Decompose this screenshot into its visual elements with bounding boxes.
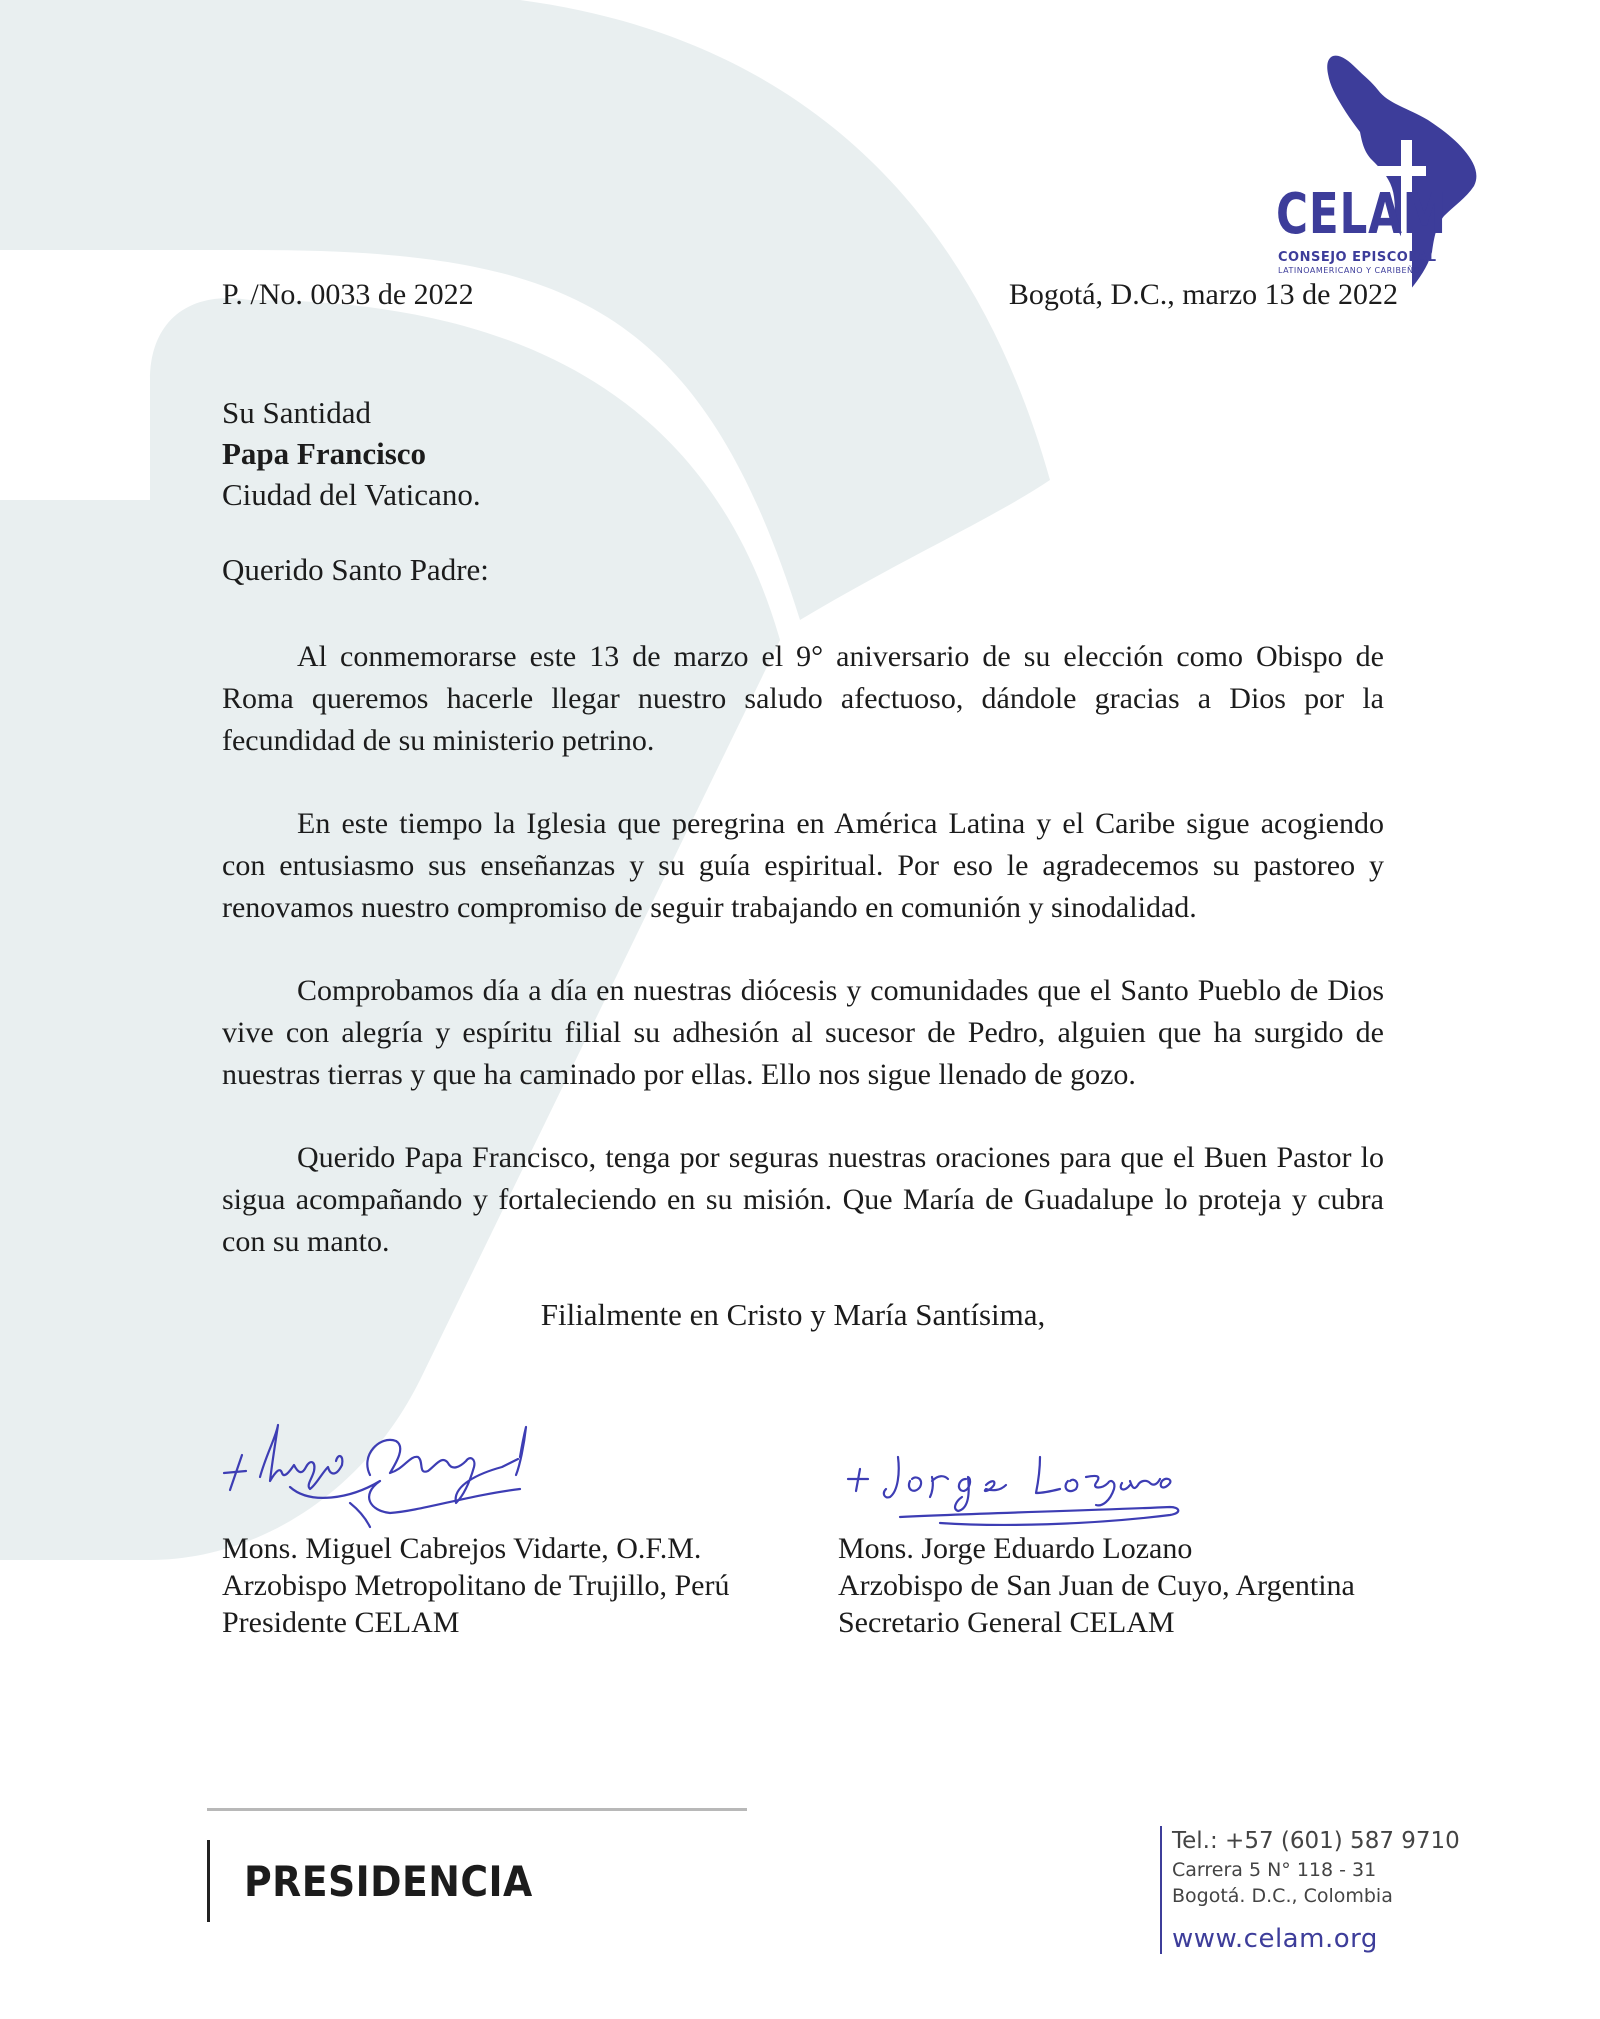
footer-divider [207, 1808, 747, 1811]
logo-wordmark: CELAM [1276, 182, 1447, 247]
reference-number: P. /No. 0033 de 2022 [222, 278, 474, 311]
department-name: PRESIDENCIA [244, 1857, 533, 1906]
signatory-role: Arzobispo de San Juan de Cuyo, Argentina [838, 1569, 1355, 1602]
footer-accent-bar [207, 1840, 210, 1922]
signatory-block-2 [838, 1530, 1355, 1641]
contact-divider [1160, 1826, 1162, 1954]
contact-phone: Tel.: +57 (601) 587 9710 [1172, 1828, 1460, 1854]
recipient-block [222, 392, 481, 515]
closing-line: Filialmente en Cristo y María Santísima, [540, 1297, 1046, 1332]
celam-logo [1268, 52, 1528, 302]
signature-miguel-cabrejos [220, 1415, 600, 1545]
body-paragraph: Al conmemorarse este 13 de marzo el 9° aniversario de su elección como Obispo de Roma queremos hacerle llegar nuestro saludo afectuoso, dándole gracias a Dios por la fecundidad de su ministerio petrino. [222, 640, 1384, 757]
signatory-role: Arzobispo Metropolitano de Trujillo, Perú [222, 1569, 730, 1602]
logo-subtitle: CONSEJO EPISCOPAL [1278, 250, 1437, 265]
signatory-position: Presidente CELAM [222, 1606, 460, 1639]
signatory-block-1 [222, 1530, 729, 1641]
signatory-name: Mons. Jorge Eduardo Lozano [838, 1532, 1193, 1565]
body-paragraph: Querido Papa Francisco, tenga por seguras nuestras oraciones para que el Buen Pastor lo sigua acompañando y fortaleciendo en su misión. Que María de Guadalupe lo proteja y cubra con su manto. [222, 1141, 1384, 1258]
body-paragraph: En este tiempo la Iglesia que peregrina en América Latina y el Caribe sigue acogiendo con entusiasmo sus enseñanzas y su guía espiritual. Por eso le agradecemos su pastoreo y renovamos nuestro compromiso de seguir trabajando en comunión y sinodalidad. [222, 807, 1384, 924]
body-paragraph: Comprobamos día a día en nuestras diócesis y comunidades que el Santo Pueblo de Dios vive con alegría y espíritu filial su adhesión al sucesor de Pedro, alguien que ha surgido de nuestras tierras y que ha caminado por ellas. Ello nos sigue llenado de gozo. [222, 974, 1384, 1091]
recipient-name: Papa Francisco [222, 436, 427, 471]
salutation: Querido Santo Padre: [222, 552, 489, 587]
signatory-position: Secretario General CELAM [838, 1606, 1175, 1639]
contact-city: Bogotá. D.C., Colombia [1172, 1885, 1393, 1907]
recipient-location: Ciudad del Vaticano. [222, 477, 481, 512]
website-link[interactable]: www.celam.org [1172, 1924, 1378, 1954]
contact-address: Carrera 5 N° 118 - 31 [1172, 1859, 1377, 1881]
signatory-name: Mons. Miguel Cabrejos Vidarte, O.F.M. [222, 1532, 702, 1565]
signature-jorge-lozano [840, 1435, 1220, 1545]
logo-subtitle-small: LATINOAMERICANO Y CARIBEÑO [1278, 266, 1421, 275]
letter-date: Bogotá, D.C., marzo 13 de 2022 [1008, 278, 1398, 311]
recipient-title: Su Santidad [222, 395, 371, 430]
